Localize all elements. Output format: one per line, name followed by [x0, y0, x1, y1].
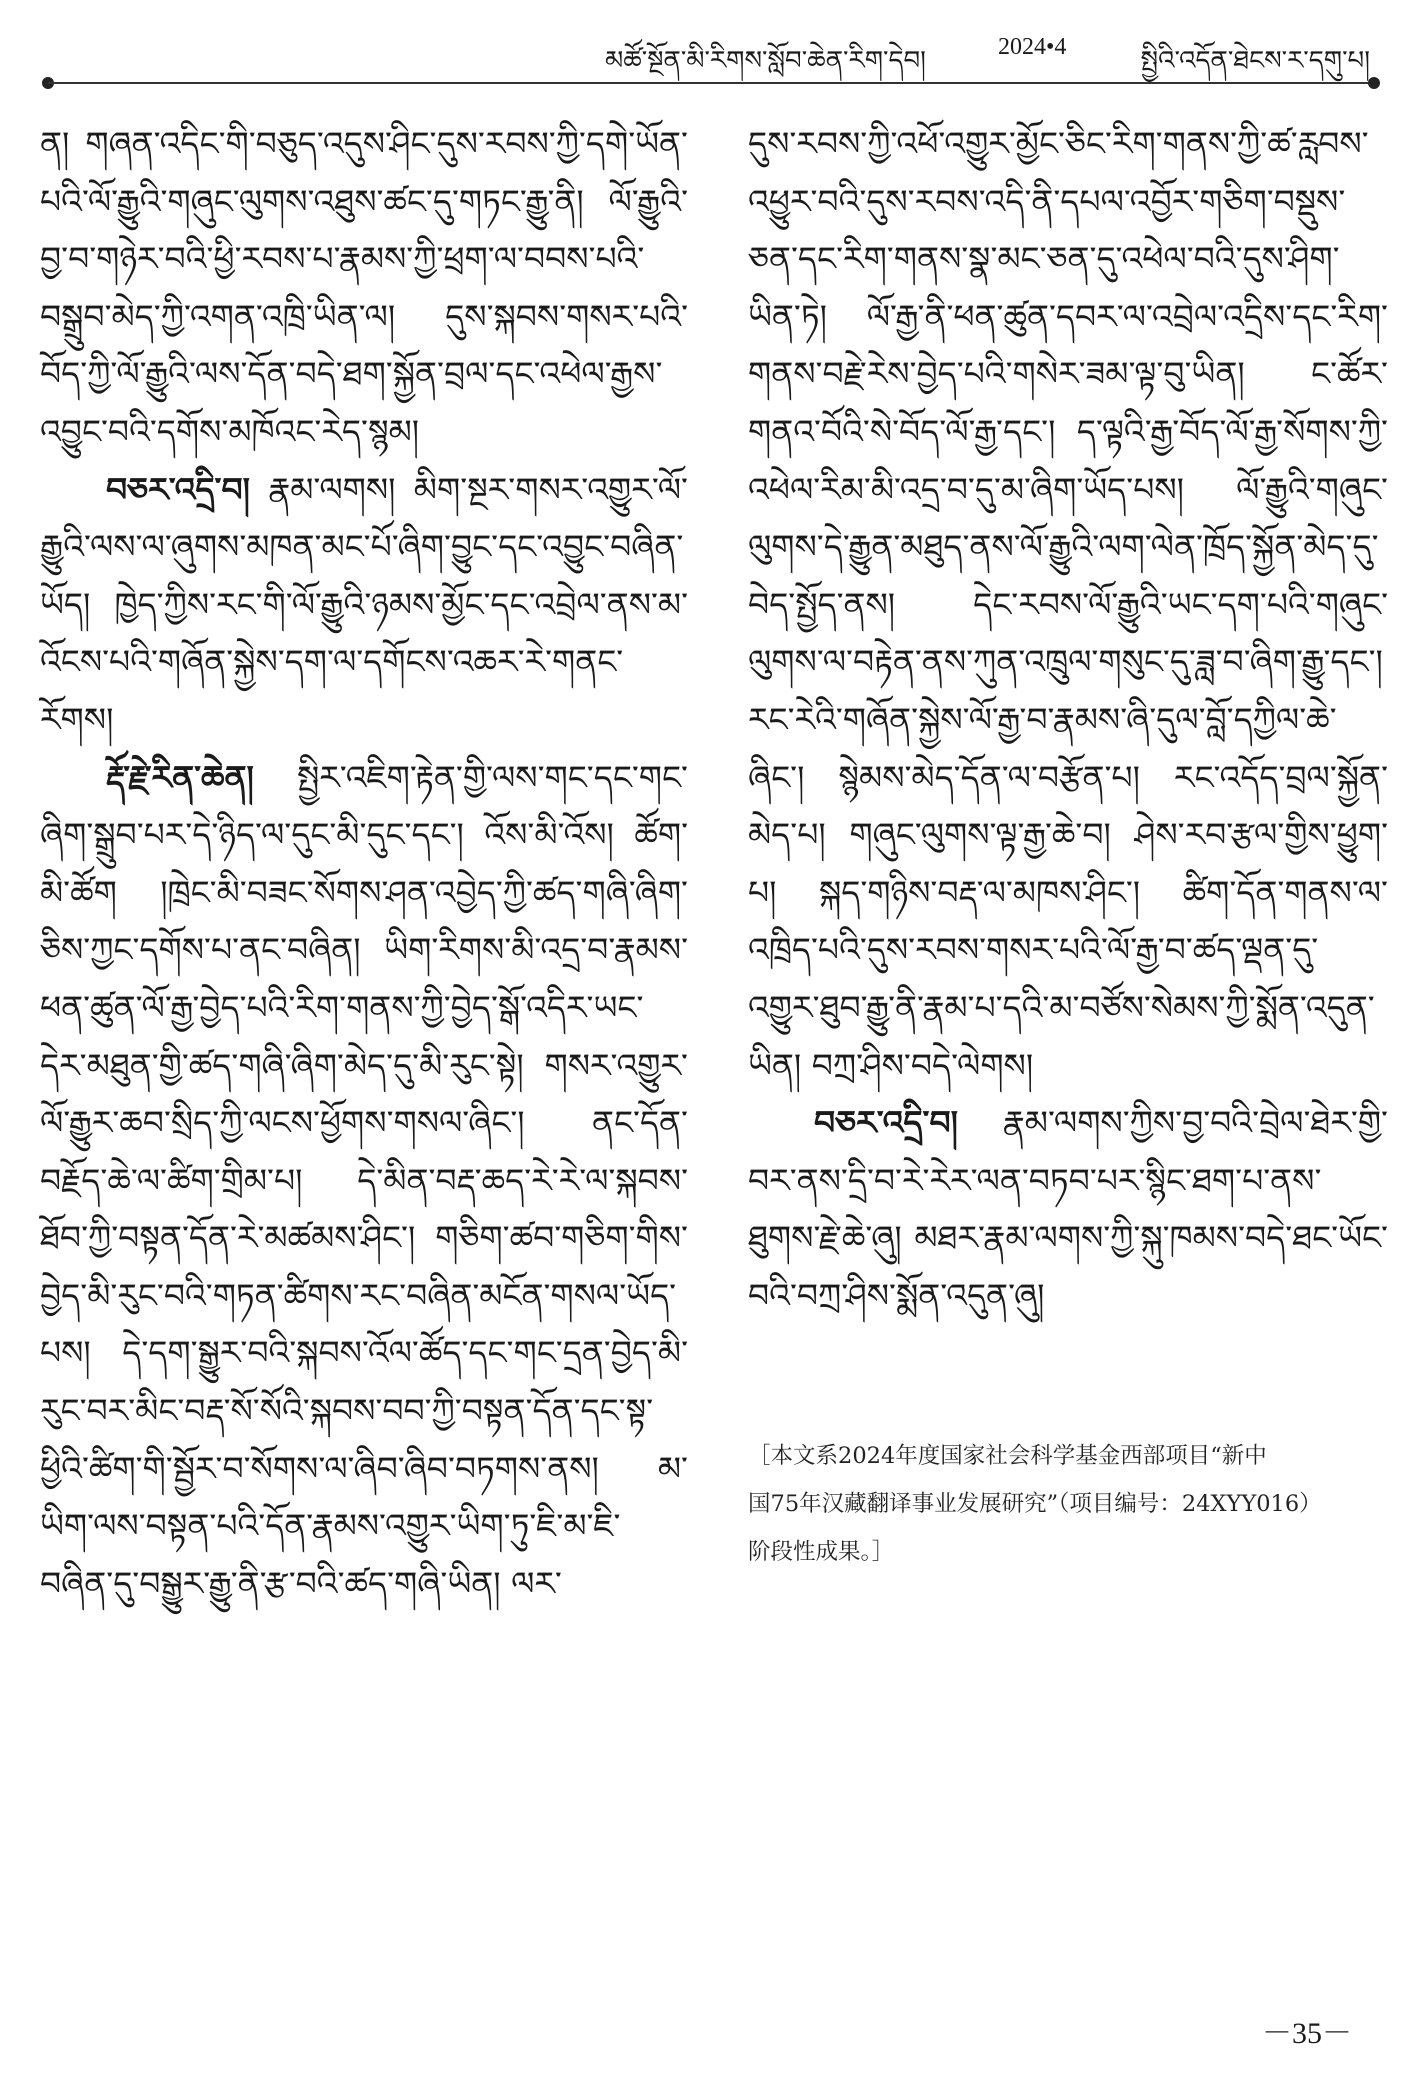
paragraph: [40, 749, 688, 1613]
right-column: [748, 115, 1388, 1324]
footnote-line: ［本文系2024年度国家社会科学基金西部项目“新中: [748, 1443, 1267, 1469]
section-title: སྤྱིའི་འདོན་ཐེངས་ར་དགུ་པ།: [1140, 46, 1370, 76]
funding-footnote: [748, 1432, 1388, 1576]
paragraph: དུས་རབས་ཀྱི་འཕོ་འགྱུར་མྱོང་ཅིང་རིག་གནས་ཀྱི་ཚ་རླབས་འཕྱུར་བའི་དུས་རབས་འདི་ནི་དཔལ་འབྱོར་གཅིག་བསྡུས་ཅན་དང་རིག་གནས་སྣ་མང་ཅན་དུ་འཕེལ་བའི་དུས་ཤིག་ཡིན་ཏེ། ལོ་རྒྱ་ནི་ཕན་ཚུན་དབར་ལ་འབྲེལ་འདྲིས་དང་རིག་གནས་བརྗེ་རེས་བྱེད་པའི་གསེར་ཟམ་ལྟ་བུ་ཡིན། ང་ཚོར་གནའ་བོའི་སེ་བོད་ལོ་རྒྱ་དང་། ད་ལྟའི་རྒྱ་བོད་ལོ་རྒྱ་སོགས་ཀྱི་འཕེལ་རིམ་མི་འདྲ་བ་དུ་མ་ཞིག་ཡོད་པས། ལོ་རྒྱུའི་གཞུང་ལུགས་དེ་རྒྱུན་མཐུད་ནས་ལོ་རྒྱུའི་ལག་ལེན་ཁྲོད་སྐྱོན་མེད་དུ་བེད་སྤྱོད་ནས། དེང་རབས་ལོ་རྒྱུའི་ཡང་དག་པའི་གཞུང་ལུགས་ལ་བརྟེན་ནས་ཀུན་འཁྲུལ་གསུང་དུ་ཟླ་བ་ཞིག་རྒྱུ་དང་། རང་རེའི་གཞོན་སྐྱེས་ལོ་རྒྱ་བ་རྣམས་ཞི་དུལ་བློ་དཀྱིལ་ཆེ་ཞིང་། སྙེམས་མེད་དོན་ལ་བརྩོན་པ། རང་འདོད་བྲལ་སྐྱོན་མེད་པ། གཞུང་ལུགས་ལྟ་རྒྱ་ཆེ་བ། ཤེས་རབ་རྩལ་གྱིས་ཕྱུག་པ། སྐད་གཉིས་བརྡ་ལ་མཁས་ཤིང་། ཚིག་དོན་གནས་ལ་འཁྲིད་པའི་དུས་རབས་གསར་པའི་ལོ་རྒྱ་བ་ཚད་ལྡན་དུ་འགྱུར་ཐུབ་རྒྱུ་ནི་རྣམ་པ་དའི་མ་བཙོས་སེམས་ཀྱི་སྨོན་འདུན་ཡིན། བཀྲ་ཤིས་བདེ་ལེགས།: [748, 124, 1388, 1085]
header-rule-right-dot: [1368, 77, 1380, 89]
footnote-line: 阶段性成果。］: [748, 1539, 895, 1565]
paragraph-text: རྣམ་ལགས་ཀྱིས་བྱ་བའི་བྲེལ་ཐེར་གྱི་བར་ནས་དྲི་བ་རེ་རེར་ལན་བཏབ་པར་སྙིང་ཐག་པ་ནས་ཐུགས་རྗེ་ཆེ་ཞུ། མཐར་རྣམ་ལགས་ཀྱི་སྐུ་ཁམས་བདེ་ཐང་ཡོང་བའི་བཀྲ་ཤིས་སྨོན་འདུན་ཞུ།: [748, 1103, 1388, 1315]
speaker-label-interviewer: བཅར་འདྲི་བ།: [814, 1103, 958, 1143]
paragraph: [748, 1094, 1388, 1324]
speaker-label-interviewee: རྡོ་རྗེ་རིན་ཆེན།: [106, 757, 254, 797]
page-number: －35－: [1262, 2017, 1352, 2050]
paragraph: ན། གཞན་འདིང་གི་བཅུད་འདུས་ཤིང་དུས་རབས་ཀྱི་དགེ་ཡོན་པའི་ལོ་རྒྱུའི་གཞུང་ལུགས་འཐུས་ཚང་དུ་གཏང་རྒྱུ་ནི། ལོ་རྒྱུའི་བྱ་བ་གཉེར་བའི་ཕྱི་རབས་པ་རྣམས་ཀྱི་ཕྲག་ལ་བབས་པའི་བསྒྲུབ་མེད་ཀྱི་འགན་འཁྲི་ཡིན་ལ། དུས་སྐབས་གསར་པའི་བོད་ཀྱི་ལོ་རྒྱུའི་ལས་དོན་བདེ་ཐག་སྐྱོན་བྲལ་དང་འཕེལ་རྒྱས་འབྱུང་བའི་དགོས་མཁོའང་རེད་སྙམ།: [40, 124, 688, 451]
running-header: [40, 22, 1370, 78]
journal-title: མཚོ་སྔོན་མི་རིགས་སློབ་ཆེན་རིག་དེབ།: [605, 46, 926, 76]
left-column: [40, 115, 688, 1612]
paragraph: [40, 461, 688, 749]
paragraph-text: རྣམ་ལགས། མིག་སྔར་གསར་འགྱུར་ལོ་རྒྱུའི་ལས་ལ་ཞུགས་མཁན་མང་པོ་ཞིག་བྱུང་དང་འབྱུང་བཞིན་ཡོད། ཁྱེད་ཀྱིས་རང་གི་ལོ་རྒྱུའི་ཉམས་མྱོང་དང་འབྲེལ་ནས་མ་འོངས་པའི་གཞོན་སྐྱེས་དག་ལ་དགོངས་འཆར་རེ་གནང་རོགས།: [40, 469, 688, 739]
header-rule: [48, 82, 1374, 84]
speaker-label-interviewer: བཅར་འདྲི་བ།: [106, 469, 250, 509]
issue-number: 2024•4: [998, 34, 1067, 60]
footnote-line: 国75年汉藏翻译事业发展研究”（项目编号：24XYY016）: [748, 1491, 1322, 1517]
paragraph-text: སྤྱིར་འཇིག་རྟེན་གྱི་ལས་གང་དང་གང་ཞིག་སྒྲུབ་པར་དེ་ཉིད་ལ་དུང་མི་དུང་དང་། འོས་མི་འོས། ཚོག་མི་ཚོག །ཁྲེང་མི་བཟང་སོགས་ཤན་འབྱེད་ཀྱི་ཚད་གཞི་ཞིག་ཅིས་ཀྱང་དགོས་པ་ནང་བཞིན། ཡིག་རིགས་མི་འདྲ་བ་རྣམས་ཕན་ཚུན་ལོ་རྒྱ་བྱེད་པའི་རིག་གནས་ཀྱི་བྱེད་སྒོ་འདིར་ཡང་དེར་མཐུན་གྱི་ཚད་གཞི་ཞིག་མེད་དུ་མི་རུང་སྟེ། གསར་འགྱུར་ལོ་རྒྱུར་ཆབ་སྲིད་ཀྱི་ལངས་ཕྱོགས་གསལ་ཞིང་། ནང་དོན་བརྗོད་ཆེ་ལ་ཚིག་གྲིམ་པ། དེ་མིན་བརྡ་ཆད་རེ་རེ་ལ་སྐབས་ཐོབ་ཀྱི་བསྟན་དོན་རེ་མཚམས་ཤིང་། གཅིག་ཚབ་གཅིག་གིས་བྱེད་མི་རུང་བའི་གཏན་ཚིགས་རང་བཞིན་མངོན་གསལ་ཡོད་པས། དེ་དག་སྒྱུར་བའི་སྐབས་འོལ་ཚོད་དང་གང་དྲན་བྱེད་མི་རུང་བར་མིང་བརྡ་སོ་སོའི་སྐབས་བབ་ཀྱི་བསྟན་དོན་དང་སྟ་ཕྱིའི་ཚིག་གི་སྦྱོར་བ་སོགས་ལ་ཞིབ་ཞིབ་བཏགས་ནས། མ་ཡིག་ལས་བསྟན་པའི་དོན་རྣམས་འགྱུར་ཡིག་ཏུ་ཇི་མ་ཇི་བཞིན་དུ་བསྒྱུར་རྒྱུ་ནི་རྩ་བའི་ཚད་གཞི་ཡིན། ལར་: [40, 757, 688, 1603]
